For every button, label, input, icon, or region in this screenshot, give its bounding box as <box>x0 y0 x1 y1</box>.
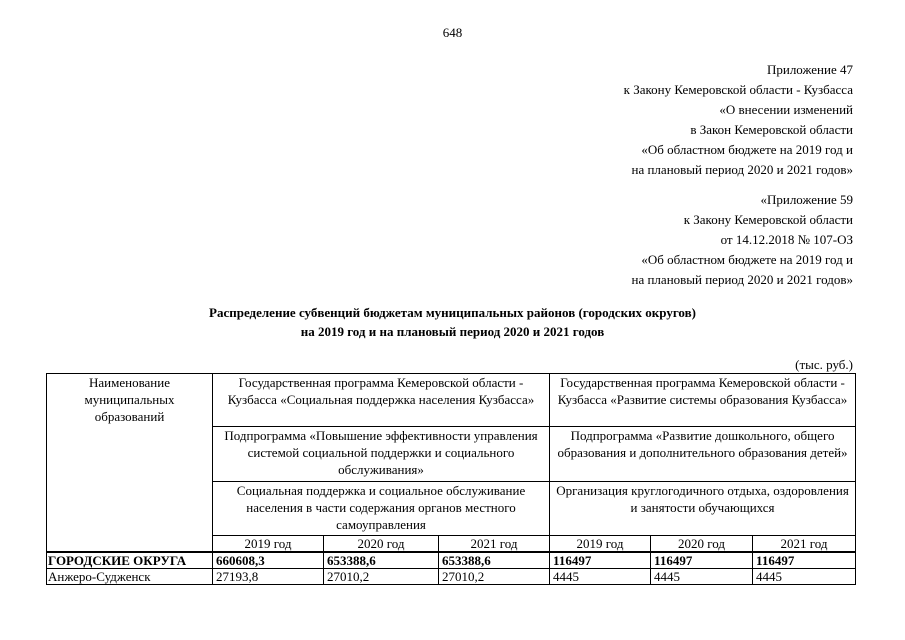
annex2-line: «Об областном бюджете на 2019 год и <box>641 252 853 267</box>
row-name: Анжеро-Судженск <box>47 569 213 585</box>
row-value: 116497 <box>550 552 651 569</box>
subprogram1-header: Подпрограмма «Повышение эффективности управления системой социальной поддержки и социального обслуживания» <box>213 427 550 482</box>
table-row <box>47 552 856 569</box>
title-line: Распределение субвенций бюджетам муниципальных районов (городских округов) <box>209 305 696 320</box>
row-name: ГОРОДСКИЕ ОКРУГА <box>47 552 213 569</box>
year-header: 2019 год <box>550 536 651 553</box>
year-header: 2021 год <box>439 536 550 553</box>
annex1-line: Приложение 47 <box>766 62 853 77</box>
row-value: 27010,2 <box>324 569 439 585</box>
row-value: 116497 <box>651 552 753 569</box>
name-column-header: Наименование муниципальных образований <box>47 374 213 553</box>
year-header: 2020 год <box>651 536 753 553</box>
row-value: 116497 <box>753 552 856 569</box>
annex2-line: от 14.12.2018 № 107-ОЗ <box>720 232 853 247</box>
row-value: 4445 <box>550 569 651 585</box>
measure2-header: Организация круглогодичного отдыха, оздоровления и занятости обучающихся <box>550 482 856 536</box>
row-value: 4445 <box>651 569 753 585</box>
program2-header: Государственная программа Кемеровской области - Кузбасса «Развитие системы образования Кузбасса» <box>550 374 856 427</box>
row-value: 4445 <box>753 569 856 585</box>
year-header: 2020 год <box>324 536 439 553</box>
row-value: 660608,3 <box>213 552 324 569</box>
title-line: на 2019 год и на плановый период 2020 и 2021 годов <box>300 324 605 339</box>
units-label: (тыс. руб.) <box>795 357 853 372</box>
row-value: 653388,6 <box>439 552 550 569</box>
row-value: 27193,8 <box>213 569 324 585</box>
document-title <box>0 303 905 341</box>
page-number: 648 <box>442 25 463 40</box>
annex1-line: к Закону Кемеровской области - Кузбасса <box>623 82 853 97</box>
annex-59-header <box>632 190 854 290</box>
subprogram2-header: Подпрограмма «Развитие дошкольного, общего образования и дополнительного образования детей» <box>550 427 856 482</box>
row-value: 653388,6 <box>324 552 439 569</box>
annex2-line: к Закону Кемеровской области <box>683 212 853 227</box>
subventions-table <box>46 373 856 585</box>
year-header: 2021 год <box>753 536 856 553</box>
annex1-line: «Об областном бюджете на 2019 год и <box>641 142 853 157</box>
row-value: 27010,2 <box>439 569 550 585</box>
annex1-line: в Закон Кемеровской области <box>690 122 853 137</box>
table-row <box>47 569 856 585</box>
annex2-line: на плановый период 2020 и 2021 годов» <box>631 272 853 287</box>
measure1-header: Социальная поддержка и социальное обслуживание населения в части содержания органов местного самоуправления <box>213 482 550 536</box>
annex-47-header <box>624 60 853 180</box>
annex2-line: «Приложение 59 <box>760 192 853 207</box>
program1-header: Государственная программа Кемеровской области - Кузбасса «Социальная поддержка населения Кузбасса» <box>213 374 550 427</box>
annex1-line: «О внесении изменений <box>719 102 853 117</box>
year-header: 2019 год <box>213 536 324 553</box>
annex1-line: на плановый период 2020 и 2021 годов» <box>631 162 853 177</box>
